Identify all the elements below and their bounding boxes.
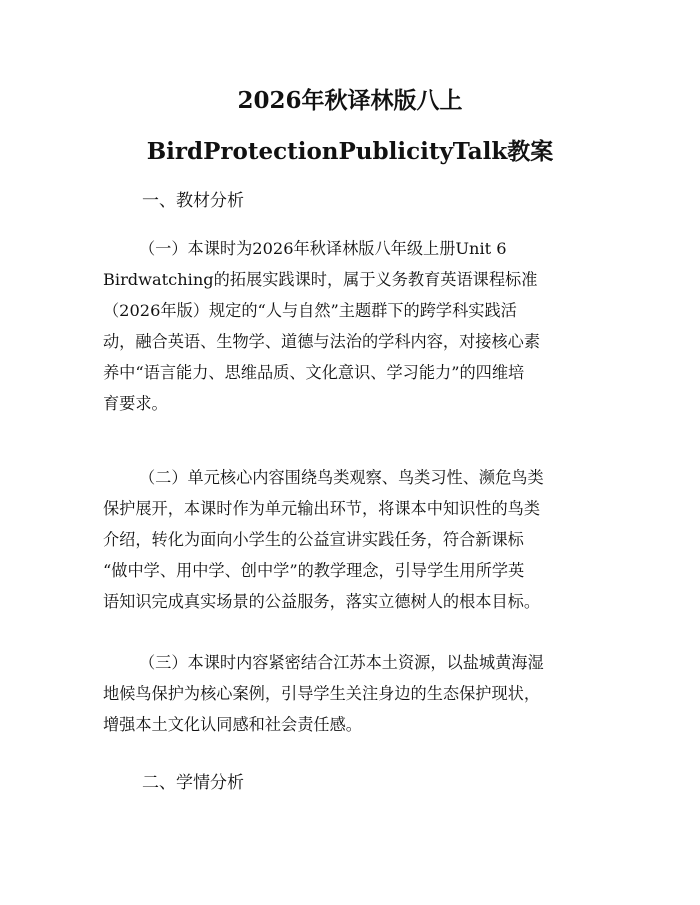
paragraph-line: 介绍，转化为面向小学生的公益宣讲实践任务，符合新课标 (103, 530, 524, 549)
paragraph-line: 地候鸟保护为核心案例，引导学生关注身边的生态保护现状， (103, 684, 541, 703)
document-title-line-2: BirdProtectionPublicityTalk教案 (146, 138, 554, 165)
paragraph-line: Birdwatching的拓展实践课时，属于义务教育英语课程标准 (103, 270, 538, 289)
paragraph-line: 动，融合英语、生物学、道德与法治的学科内容，对接核心素 (103, 332, 541, 351)
document-title-line-1: 2026年秋译林版八上 (237, 87, 463, 114)
paragraph-1 (103, 233, 613, 419)
paragraph-2 (103, 462, 613, 617)
paragraph-line: “做中学、用中学、创中学”的教学理念，引导学生用所学英 (103, 561, 525, 580)
paragraph-line: 增强本土文化认同感和社会责任感。 (103, 715, 362, 734)
paragraph-line: （一）本课时为2026年秋译林版八年级上册Unit 6 (139, 239, 507, 258)
paragraph-3 (103, 647, 613, 740)
section-heading-learner-analysis: 二、学情分析 (142, 773, 244, 793)
paragraph-line: 养中“语言能力、思维品质、文化意识、学习能力”的四维培 (103, 363, 525, 382)
section-heading-textbook-analysis: 一、教材分析 (142, 191, 244, 211)
paragraph-line: （二）单元核心内容围绕鸟类观察、鸟类习性、濒危鸟类 (139, 468, 544, 487)
paragraph-line: （2026年版）规定的“人与自然”主题群下的跨学科实践活 (103, 301, 517, 320)
paragraph-line: （三）本课时内容紧密结合江苏本土资源，以盐城黄海湿 (139, 653, 544, 672)
paragraph-line: 语知识完成真实场景的公益服务，落实立德树人的根本目标。 (103, 592, 541, 611)
paragraph-line: 保护展开，本课时作为单元输出环节，将课本中知识性的鸟类 (103, 499, 541, 518)
paragraph-line: 育要求。 (103, 394, 168, 413)
